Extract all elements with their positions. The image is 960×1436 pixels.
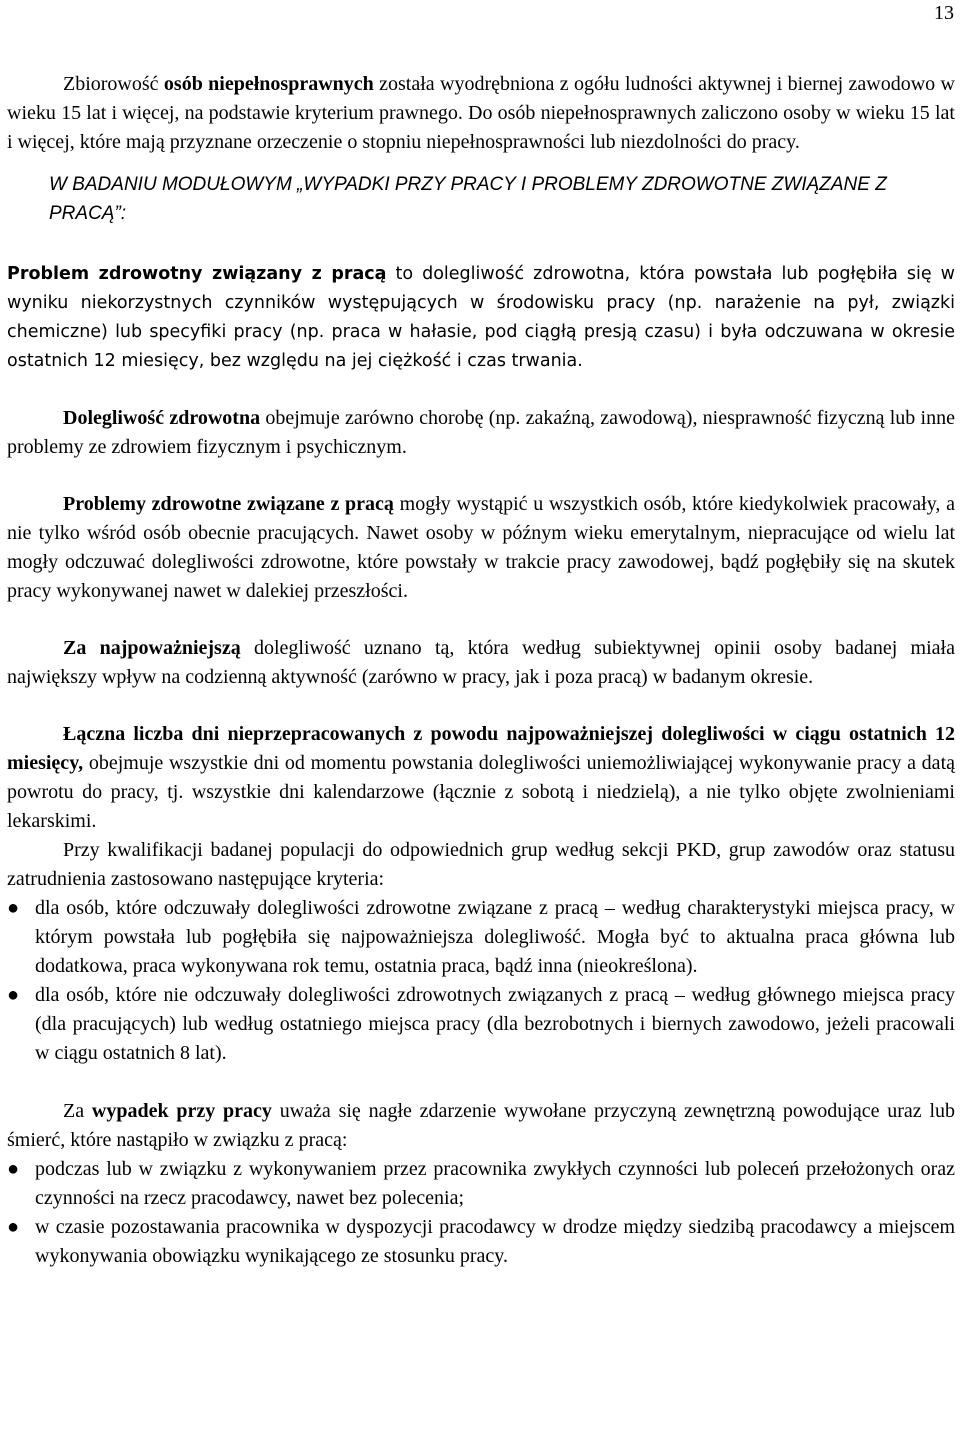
text: Zbiorowość [63,73,164,95]
paragraph-work-related-problems [7,490,955,606]
text: mogły wystąpić u wszystkich osób, które kiedykolwiek pracowały, a nie tylko wśród osób obecnie pracujących. Nawet osoby w późnym wieku emerytalnym, niepracujące od wielu lat mogły odczuwać dolegliwości zdrowotne, które powstały w trakcie pracy zawodowej, bądź pogłębiły się na skutek pracy wykonywanej nawet w dalekiej przeszłości. [7,493,956,602]
term-bold: wypadek przy pracy [91,1100,272,1122]
term-bold: Problem zdrowotny związany z pracą [7,264,387,284]
paragraph-days-lost [7,720,955,836]
bullet-icon: ● [7,1158,20,1180]
term-bold: Za najpoważniejszą [63,637,241,659]
page-number: 13 [934,2,954,24]
paragraph-health-ailment [7,404,955,462]
text: uważa się nagłe zdarzenie wywołane przyczyną zewnętrzną powodujące uraz lub śmierć, które nastąpiło w związku z pracą: [7,1100,956,1151]
paragraph-most-serious [7,634,955,692]
bullet-icon: ● [7,984,20,1006]
list-item [7,894,955,981]
term-bold: Łączna liczba dni nieprzepracowanych z powodu najpoważniejszej dolegliwości w ciągu ostatnich 12 miesięcy, [7,723,955,774]
text: została wyodrębniona z ogółu ludności aktywnej i biernej zawodowo w wieku 15 lat i więcej, na podstawie kryterium prawnego. Do osób niepełnosprawnych zaliczono osoby w wieku 15 lat i więcej, które mają przyznane orzeczenie o stopniu niepełnosprawności lub niezdolności do pracy. [7,73,955,153]
list-item-text: dla osób, które odczuwały dolegliwości zdrowotne związane z pracą – według charakterystyki miejsca pracy, w którym powstała lub pogłębiła się najpoważniejsza dolegliwość. Mogła być to aktualna praca główna lub dodatkowa, praca wykonywana rok temu, ostatnia praca, bądź inna (nieokreślona). [35,897,955,977]
list-item [7,1155,955,1213]
text: obejmuje zarówno chorobę (np. zakaźną, zawodową), niesprawność fizyczną lub inne problemy ze zdrowiem fizycznym i psychicznym. [7,407,955,458]
term-bold: osób niepełnosprawnych [163,73,374,95]
bullet-icon: ● [7,1216,20,1238]
section-heading: W BADANIU MODUŁOWYM „WYPADKI PRZY PRACY I PROBLEMY ZDROWOTNE ZWIĄZANE Z PRACĄ”: [49,174,887,224]
list-item-text: w czasie pozostawania pracownika w dyspozycji pracodawcy w drodze między siedzibą pracodawcy a miejscem wykonywania obowiązku wynikającego ze stosunku pracy. [35,1216,955,1267]
text: dolegliwość uznano tą, która według subiektywnej opinii osoby badanej miała największy wpływ na codzienną aktywność (zarówno w pracy, jak i poza pracą) w badanym okresie. [7,637,955,688]
accident-conditions-list [7,1155,955,1271]
term-bold: Dolegliwość zdrowotna [63,407,261,429]
list-item [7,1213,955,1271]
text: to dolegliwość zdrowotna, która powstała lub pogłębiła się w wyniku niekorzystnych czynników występujących w środowisku pracy (np. narażenie na pył, związki chemiczne) lub specyfiki pracy (np. praca w hałasie, pod ciągłą presją czasu) i była odczuwana w okresie ostatnich 12 miesięcy, bez względu na jej ciężkość i czas trwania. [7,264,955,371]
term-bold: Problemy zdrowotne związane z pracą [63,493,394,515]
list-item [7,981,955,1068]
document-body [7,70,955,1271]
paragraph-health-problem [7,260,955,376]
text: obejmuje wszystkie dni od momentu powstania dolegliwości uniemożliwiającej wykonywanie pracy a datą powrotu do pracy, tj. wszystkie dni kalendarzowe (łącznie z sobotą i niedzielą), a nie tylko objęte zwolnieniami lekarskimi. [7,752,955,832]
list-item-text: dla osób, które nie odczuwały dolegliwości zdrowotnych związanych z pracą – według głównego miejsca pracy (dla pracujących) lub według ostatniego miejsca pracy (dla bezrobotnych i biernych zawodowo, jeżeli pracowali w ciągu ostatnich 8 lat). [35,984,955,1064]
bullet-icon: ● [7,897,20,919]
text: Za [63,1100,92,1122]
paragraph-classification: Przy kwalifikacji badanej populacji do odpowiednich grup według sekcji PKD, grup zawodów oraz statusu zatrudnienia zastosowano następujące kryteria: [7,839,955,890]
criteria-list [7,894,955,1068]
paragraph-disabled-persons [7,70,955,157]
paragraph-accident-definition [7,1097,955,1155]
list-item-text: podczas lub w związku z wykonywaniem przez pracownika zwykłych czynności lub poleceń przełożonych oraz czynności na rzecz pracodawcy, nawet bez polecenia; [35,1158,955,1209]
